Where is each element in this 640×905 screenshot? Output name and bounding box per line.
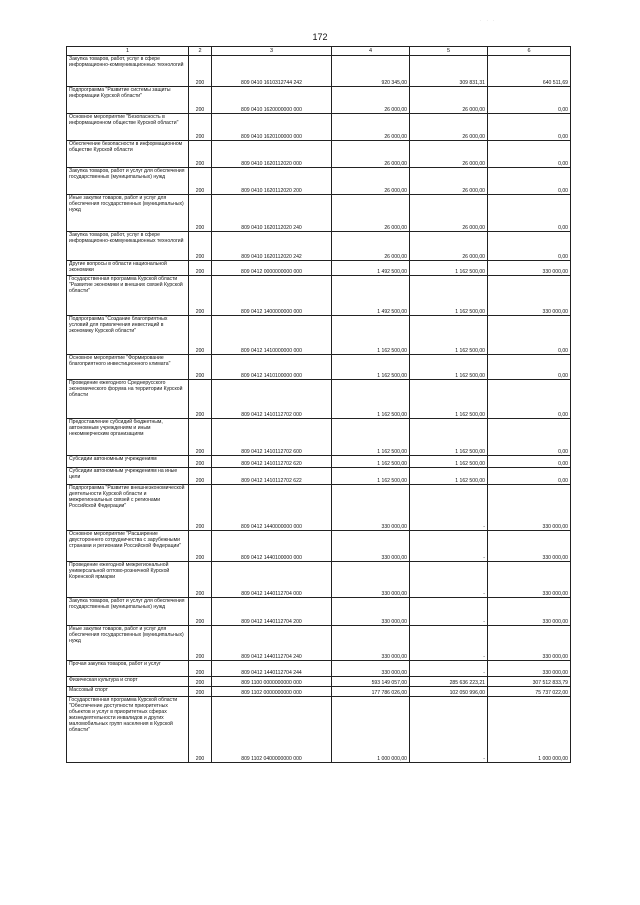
row-amount-col4: 1 000 000,00: [332, 697, 410, 763]
row-name: Прочая закупка товаров, работ и услуг: [67, 661, 189, 677]
row-amount-col4: 26 000,00: [332, 87, 410, 114]
row-budget-code: 809 0410 1610312744 242: [212, 56, 332, 87]
row-amount-col6: 1 000 000,00: [488, 697, 571, 763]
row-amount-col6: 307 512 833,79: [488, 677, 571, 687]
row-budget-code: 809 0412 1410112702 600: [212, 419, 332, 456]
page-number: 172: [312, 32, 328, 42]
row-amount-col4: 26 000,00: [332, 114, 410, 141]
row-budget-code: 809 0412 1410112702 620: [212, 456, 332, 468]
row-amount-col5: 26 000,00: [410, 141, 488, 168]
column-header: 1: [67, 47, 189, 56]
row-vr-code: 200: [189, 687, 212, 697]
row-vr-code: 200: [189, 261, 212, 276]
row-vr-code: 200: [189, 626, 212, 661]
row-amount-col4: 1 162 500,00: [332, 468, 410, 485]
row-amount-col6: 0,00: [488, 141, 571, 168]
row-budget-code: 809 0412 1410000000 000: [212, 316, 332, 355]
row-amount-col6: 330 000,00: [488, 562, 571, 598]
row-name: Закупка товаров, работ, услуг в сфере информационно-коммуникационных технологий: [67, 232, 189, 261]
row-amount-col6: 0,00: [488, 316, 571, 355]
row-budget-code: 809 1102 0400000000 000: [212, 697, 332, 763]
row-vr-code: 200: [189, 562, 212, 598]
row-amount-col5: 1 162 500,00: [410, 419, 488, 456]
row-budget-code: 809 0410 1620100000 000: [212, 114, 332, 141]
row-vr-code: 200: [189, 677, 212, 687]
column-header: 5: [410, 47, 488, 56]
row-amount-col4: 26 000,00: [332, 232, 410, 261]
row-amount-col6: 0,00: [488, 168, 571, 195]
row-name: Закупка товаров, работ и услуг для обеспечения государственных (муниципальных) нужд: [67, 168, 189, 195]
row-amount-col4: 330 000,00: [332, 562, 410, 598]
row-vr-code: 200: [189, 468, 212, 485]
row-amount-col5: -: [410, 531, 488, 562]
row-budget-code: 809 1100 0000000000 000: [212, 677, 332, 687]
row-budget-code: 809 1102 0000000000 000: [212, 687, 332, 697]
row-vr-code: 200: [189, 114, 212, 141]
row-amount-col5: 26 000,00: [410, 87, 488, 114]
row-amount-col6: 640 511,69: [488, 56, 571, 87]
table-row: [67, 661, 571, 677]
row-amount-col4: 177 786 026,00: [332, 687, 410, 697]
row-amount-col5: 1 162 500,00: [410, 380, 488, 419]
table-row: [67, 87, 571, 114]
row-budget-code: 809 0410 1620000000 000: [212, 87, 332, 114]
row-budget-code: 809 0412 1410100000 000: [212, 355, 332, 380]
table-row: [67, 141, 571, 168]
row-name: Иные закупки товаров, работ и услуг для обеспечения государственных (муниципальных) нужд: [67, 195, 189, 232]
table-row: [67, 626, 571, 661]
table-row: [67, 598, 571, 626]
row-amount-col4: 920 345,00: [332, 56, 410, 87]
row-amount-col4: 330 000,00: [332, 531, 410, 562]
row-vr-code: 200: [189, 456, 212, 468]
row-budget-code: 809 0412 1410112702 000: [212, 380, 332, 419]
row-amount-col4: 1 162 500,00: [332, 456, 410, 468]
table-row: [67, 687, 571, 697]
row-amount-col4: 330 000,00: [332, 626, 410, 661]
row-name: Основное мероприятие "Безопасность в информационном обществе Курской области": [67, 114, 189, 141]
row-amount-col4: 330 000,00: [332, 598, 410, 626]
row-amount-col4: 1 162 500,00: [332, 419, 410, 456]
row-amount-col6: 330 000,00: [488, 531, 571, 562]
row-budget-code: 809 0410 1620112020 242: [212, 232, 332, 261]
row-amount-col5: 26 000,00: [410, 114, 488, 141]
row-amount-col4: 1 492 500,00: [332, 276, 410, 316]
row-vr-code: 200: [189, 232, 212, 261]
row-amount-col6: 330 000,00: [488, 261, 571, 276]
table-row: [67, 168, 571, 195]
table-row: [67, 456, 571, 468]
row-name: Основное мероприятие "Формирование благоприятного инвестиционного климата": [67, 355, 189, 380]
row-budget-code: 809 0410 1620112020 240: [212, 195, 332, 232]
row-vr-code: 200: [189, 316, 212, 355]
row-amount-col4: 1 492 500,00: [332, 261, 410, 276]
row-vr-code: 200: [189, 531, 212, 562]
row-amount-col4: 1 162 500,00: [332, 316, 410, 355]
row-name: Закупка товаров, работ, услуг в сфере информационно-коммуникационных технологий: [67, 56, 189, 87]
column-header: 6: [488, 47, 571, 56]
row-name: Подпрограмма "Развитие внешнеэкономической деятельности Курской области и межрегиональных связей с регионами Российской Федерации": [67, 485, 189, 531]
row-name: Физическая культура и спорт: [67, 677, 189, 687]
row-vr-code: 200: [189, 56, 212, 87]
row-name: Подпрограмма "Создание благоприятных условий для привлечения инвестиций в экономику Курской области": [67, 316, 189, 355]
row-amount-col5: 1 162 500,00: [410, 355, 488, 380]
row-vr-code: 200: [189, 355, 212, 380]
row-amount-col5: -: [410, 485, 488, 531]
row-amount-col5: 26 000,00: [410, 168, 488, 195]
budget-table: [66, 46, 571, 763]
row-amount-col5: 309 831,31: [410, 56, 488, 87]
row-amount-col5: 102 050 996,00: [410, 687, 488, 697]
row-vr-code: 200: [189, 141, 212, 168]
row-budget-code: 809 0412 1440100000 000: [212, 531, 332, 562]
row-name: Массовый спорт: [67, 687, 189, 697]
row-amount-col5: 26 000,00: [410, 195, 488, 232]
row-vr-code: 200: [189, 276, 212, 316]
row-budget-code: 809 0412 1410112702 622: [212, 468, 332, 485]
scan-speck: · · ·: [480, 18, 497, 23]
row-amount-col4: 330 000,00: [332, 661, 410, 677]
row-amount-col4: 1 162 500,00: [332, 355, 410, 380]
row-vr-code: 200: [189, 419, 212, 456]
row-budget-code: 809 0412 1440112704 200: [212, 598, 332, 626]
row-vr-code: 200: [189, 485, 212, 531]
row-amount-col5: 1 162 500,00: [410, 468, 488, 485]
row-amount-col4: 26 000,00: [332, 141, 410, 168]
row-amount-col6: 330 000,00: [488, 485, 571, 531]
row-amount-col6: 0,00: [488, 468, 571, 485]
row-amount-col4: 330 000,00: [332, 485, 410, 531]
row-amount-col6: 0,00: [488, 355, 571, 380]
table-row: [67, 485, 571, 531]
row-amount-col5: 1 162 500,00: [410, 456, 488, 468]
table-row: [67, 232, 571, 261]
row-amount-col5: 285 636 223,21: [410, 677, 488, 687]
table-row: [67, 697, 571, 763]
row-budget-code: 809 0412 1440112704 240: [212, 626, 332, 661]
row-name: Проведение ежегодного Среднерусского экономического форума на территории Курской области: [67, 380, 189, 419]
row-amount-col5: 26 000,00: [410, 232, 488, 261]
row-vr-code: 200: [189, 598, 212, 626]
row-amount-col5: 1 162 500,00: [410, 276, 488, 316]
row-budget-code: 809 0412 1440112704 244: [212, 661, 332, 677]
row-budget-code: 809 0412 1440000000 000: [212, 485, 332, 531]
column-header: 4: [332, 47, 410, 56]
row-amount-col5: -: [410, 598, 488, 626]
row-amount-col4: 26 000,00: [332, 168, 410, 195]
header-row: [67, 47, 571, 56]
row-amount-col6: 0,00: [488, 114, 571, 141]
row-name: Другие вопросы в области национальной экономики: [67, 261, 189, 276]
row-amount-col6: 330 000,00: [488, 661, 571, 677]
row-amount-col6: 0,00: [488, 380, 571, 419]
table-row: [67, 380, 571, 419]
table-row: [67, 531, 571, 562]
row-vr-code: 200: [189, 661, 212, 677]
row-name: Обеспечение безопасности в информационном обществе Курской области: [67, 141, 189, 168]
table-row: [67, 261, 571, 276]
row-amount-col6: 0,00: [488, 456, 571, 468]
row-name: Закупка товаров, работ и услуг для обеспечения государственных (муниципальных) нужд: [67, 598, 189, 626]
row-vr-code: 200: [189, 87, 212, 114]
row-name: Проведение ежегодной межрегиональной универсальной оптово-розничной Курской Коренской ярмарки: [67, 562, 189, 598]
table-row: [67, 316, 571, 355]
row-name: Иные закупки товаров, работ и услуг для обеспечения государственных (муниципальных) нужд: [67, 626, 189, 661]
row-amount-col5: -: [410, 562, 488, 598]
table-row: [67, 419, 571, 456]
row-name: Субсидии автономным учреждениям на иные цели: [67, 468, 189, 485]
row-vr-code: 200: [189, 168, 212, 195]
table-row: [67, 56, 571, 87]
row-amount-col4: 26 000,00: [332, 195, 410, 232]
row-budget-code: 809 0412 1400000000 000: [212, 276, 332, 316]
row-name: Государственная программа Курской области "Развитие экономики и внешних связей Курской области": [67, 276, 189, 316]
row-amount-col4: 1 162 500,00: [332, 380, 410, 419]
row-amount-col6: 0,00: [488, 195, 571, 232]
table-row: [67, 276, 571, 316]
table-row: [67, 468, 571, 485]
row-amount-col5: -: [410, 697, 488, 763]
row-name: Государственная программа Курской области "Обеспечение доступности приоритетных объектов и услуг в приоритетных сферах жизнедеятельности инвалидов и других маломобильных групп населения в Курской области": [67, 697, 189, 763]
row-name: Основное мероприятие "Расширение двустороннего сотрудничества с зарубежными странами и регионами Российской Федерации": [67, 531, 189, 562]
row-amount-col5: -: [410, 626, 488, 661]
row-amount-col6: 0,00: [488, 419, 571, 456]
row-amount-col5: 1 162 500,00: [410, 261, 488, 276]
table-row: [67, 114, 571, 141]
row-amount-col6: 75 737 022,00: [488, 687, 571, 697]
column-header: 2: [189, 47, 212, 56]
row-budget-code: 809 0410 1620112020 200: [212, 168, 332, 195]
row-amount-col6: 330 000,00: [488, 598, 571, 626]
table-row: [67, 677, 571, 687]
row-amount-col5: -: [410, 661, 488, 677]
row-budget-code: 809 0412 1440112704 000: [212, 562, 332, 598]
row-vr-code: 200: [189, 697, 212, 763]
column-header: 3: [212, 47, 332, 56]
row-budget-code: 809 0410 1620112020 000: [212, 141, 332, 168]
table-row: [67, 562, 571, 598]
table-row: [67, 195, 571, 232]
row-name: Субсидии автономным учреждениям: [67, 456, 189, 468]
table-row: [67, 355, 571, 380]
row-amount-col5: 1 162 500,00: [410, 316, 488, 355]
row-name: Подпрограмма "Развитие системы защиты информации Курской области": [67, 87, 189, 114]
row-amount-col6: 0,00: [488, 232, 571, 261]
row-vr-code: 200: [189, 195, 212, 232]
row-name: Предоставление субсидий бюджетным, автономным учреждениям и иным некоммерческим организациям: [67, 419, 189, 456]
row-amount-col6: 330 000,00: [488, 276, 571, 316]
row-amount-col4: 593 149 057,00: [332, 677, 410, 687]
row-amount-col6: 330 000,00: [488, 626, 571, 661]
row-vr-code: 200: [189, 380, 212, 419]
row-amount-col6: 0,00: [488, 87, 571, 114]
row-budget-code: 809 0412 0000000000 000: [212, 261, 332, 276]
